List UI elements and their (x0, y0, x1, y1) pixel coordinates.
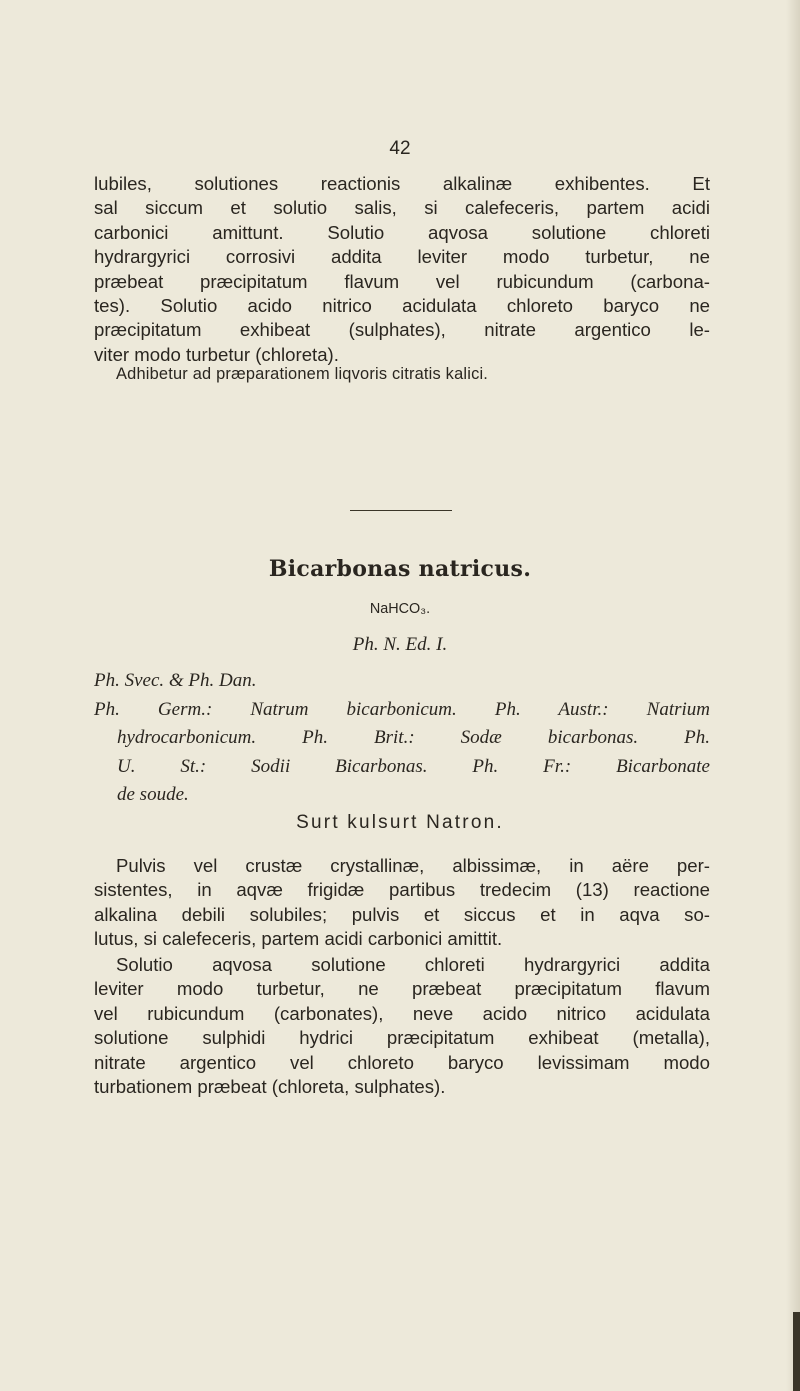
text-line: vel rubicundum (carbonates), neve acido nitrico acidulata (94, 1002, 710, 1024)
chemical-formula: NaHCO₃. (369, 601, 431, 617)
text-line: lutus, si calefeceris, partem acidi carbonici amittit. (94, 928, 503, 950)
text-line: turbationem præbeat (chloreta, sulphates). (94, 1076, 446, 1098)
page-edge-shadow (786, 0, 800, 1391)
text-line: hydrargyrici corrosivi addita leviter modo turbetur, ne (94, 246, 710, 268)
synonyms-block (94, 667, 710, 810)
page-number: 42 (389, 138, 411, 159)
paragraph-description (94, 854, 710, 952)
section-divider (350, 510, 452, 511)
synonym-line: Ph. Germ.: Natrum bicarbonicum. Ph. Austr.: Natrium (94, 698, 710, 720)
synonym-line: Ph. Svec. & Ph. Dan. (94, 670, 257, 691)
page-edge-mark (793, 1312, 800, 1391)
text-line: sal siccum et solutio salis, si calefeceris, partem acidi (94, 197, 710, 219)
text-line: præbeat præcipitatum flavum vel rubicundum (carbona- (94, 270, 710, 292)
text-line: Solutio aqvosa solutione chloreti hydrargyrici addita (116, 954, 710, 975)
swedish-name: Surt kulsurt Natron. (296, 812, 504, 833)
text-line: viter modo turbetur (chloreta). (94, 343, 339, 365)
paragraph-purity-tests (94, 953, 710, 1099)
text-line: nitrate argentico vel chloreto baryco levissimam modo (94, 1051, 710, 1073)
synonym-line: de soude. (117, 784, 189, 805)
usage-note: Adhibetur ad præparationem liqvoris citratis kalici. (116, 365, 489, 383)
synonym-line: hydrocarbonicum. Ph. Brit.: Sodæ bicarbonas. Ph. (117, 727, 710, 748)
text-line: solutione sulphidi hydrici præcipitatum exhibeat (metalla), (94, 1027, 710, 1049)
pharmacopoeia-reference: Ph. N. Ed. I. (352, 634, 448, 655)
text-line: alkalina debili solubiles; pulvis et siccus et in aqva so- (94, 903, 710, 925)
paragraph-solubility-tests (94, 172, 710, 367)
text-line: Pulvis vel crustæ crystallinæ, albissimæ, in aëre per- (116, 855, 710, 876)
text-line: leviter modo turbetur, ne præbeat præcipitatum flavum (94, 978, 710, 1000)
text-line: carbonici amittunt. Solutio aqvosa solutione chloreti (94, 221, 710, 243)
section-heading: Bicarbonas natricus. (268, 556, 532, 582)
synonym-line: U. St.: Sodii Bicarbonas. Ph. Fr.: Bicarbonate (117, 755, 710, 777)
text-line: præcipitatum exhibeat (sulphates), nitrate argentico le- (94, 319, 710, 341)
text-line: lubiles, solutiones reactionis alkalinæ exhibentes. Et (94, 173, 710, 194)
text-line: sistentes, in aqvæ frigidæ partibus tredecim (13) reactione (94, 879, 710, 901)
text-line: tes). Solutio acido nitrico acidulata chloreto baryco ne (94, 295, 710, 317)
